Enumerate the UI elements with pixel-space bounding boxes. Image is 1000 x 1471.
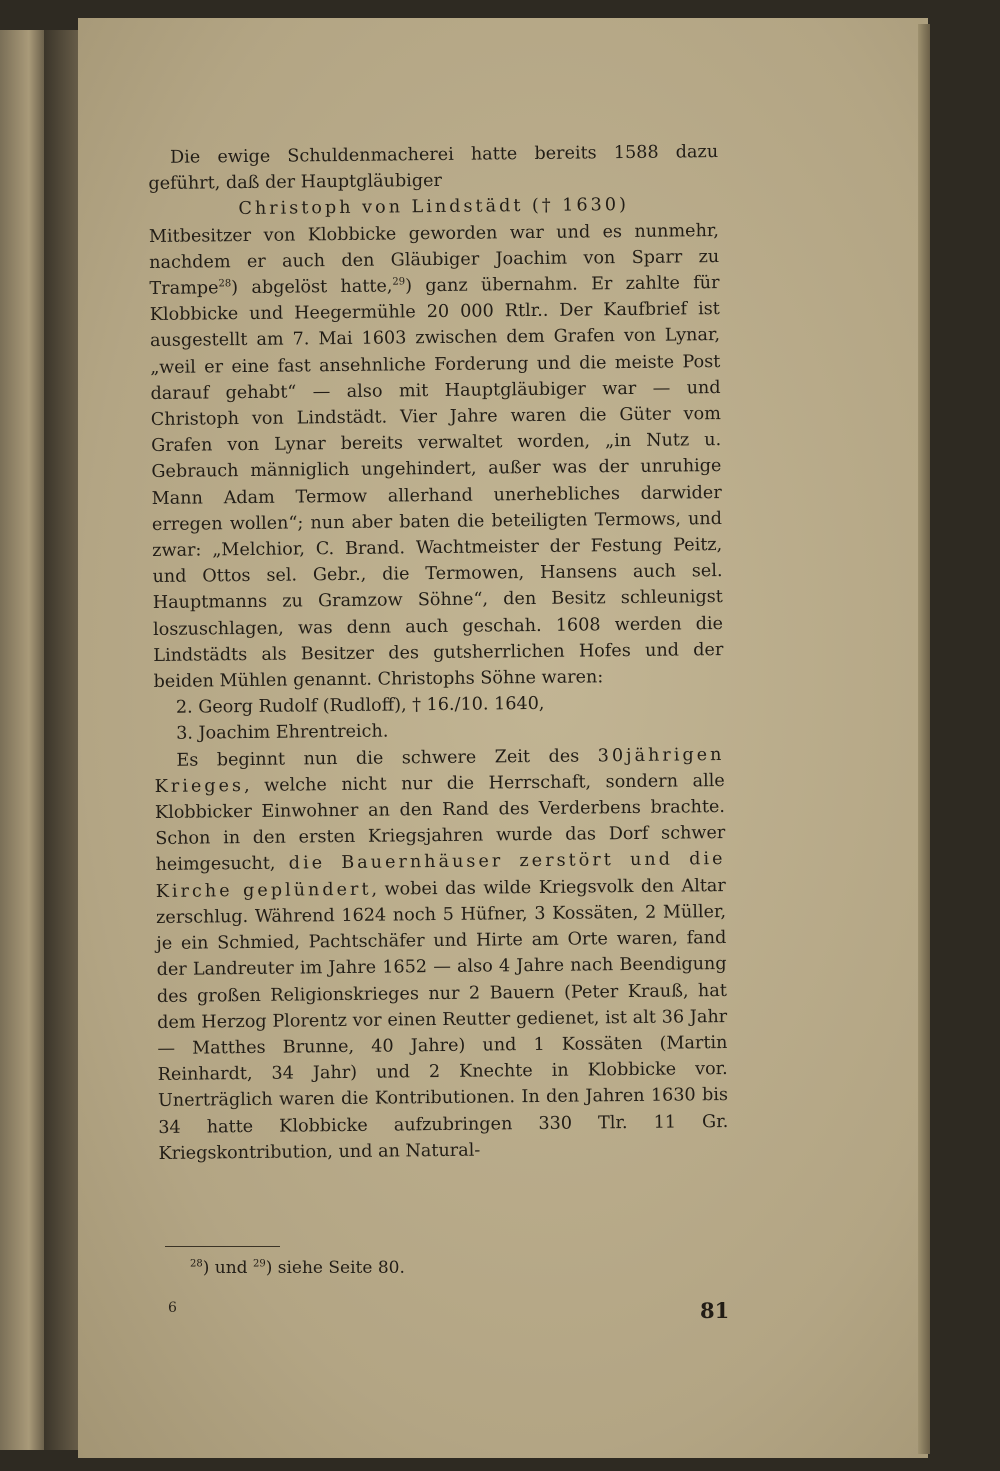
facing-page-edge bbox=[0, 30, 48, 1450]
footnote-text: ) und bbox=[202, 1258, 253, 1278]
footnote-number: 28 bbox=[190, 1258, 203, 1270]
footnote bbox=[190, 1258, 405, 1278]
list-item: 3. Joachim Ehrentreich. bbox=[176, 721, 389, 745]
text-segment: Mitbesitzer von Klobbicke geworden war und es nunmehr, nachdem er auch den Gläubiger Joachim von Sparr zu Trampe bbox=[148, 220, 720, 300]
text-segment: , welche nicht nur die Herrschaft, sondern alle Klobbicker Einwohner an den Rand des Verderbens brachte. Schon in den ersten Kriegsjahren wurde das Dorf schwer heimgesucht, bbox=[154, 770, 726, 876]
text-segment: Es beginnt nun die schwere Zeit des bbox=[176, 745, 598, 771]
text-segment: ) abgelöst hatte, bbox=[231, 276, 393, 299]
paragraph-war bbox=[154, 742, 728, 1167]
footnote-ref: 28 bbox=[218, 278, 232, 290]
footnote-number: 29 bbox=[252, 1258, 266, 1270]
paragraph-intro: Die ewige Schuldenmacherei hatte bereits 1588 dazu geführt, daß der Hauptgläubiger bbox=[148, 142, 719, 195]
emphasis-spaced: 30jährigen Krieges bbox=[154, 744, 725, 797]
page-stack-edge bbox=[918, 24, 930, 1454]
body-text bbox=[148, 139, 729, 1167]
list-item: 2. Georg Rudolf (Rudloff), † 16./10. 1640, bbox=[175, 694, 545, 719]
signature-mark: 6 bbox=[168, 1300, 177, 1316]
text-segment: ) ganz übernahm. Er zahlte für Klobbicke und Heegermühle 20 000 Rtlr.. Der Kaufbrief ist ausgestellt am 7. Mai 1603 zwischen dem Grafen von Lynar, „weil er eine fast ansehnliche Forderung und die meiste Post darauf gehabt“ — also mit Hauptgläubiger war — und Christoph von Lindstädt. Vier Jahre waren die Güter vom Grafen von Lynar bereits verwaltet worden, „in Nutz u. Gebrauch männiglich ungehindert, außer was der unruhige Mann Adam Termow allerhand unerhebliches darwider erregen wollen“; nun aber baten die beteiligten Termows, und zwar: „Melchior, C. Brand. Wachtmeister der Festung Peitz, und Ottos sel. Gebr., die Termowen, Hansens auch sel. Hauptmanns zu Gramzow Söhne“, den Besitz schleunigst loszuschlagen, was denn auch geschah. 1608 werden die Lindstädts als Besitzer des gutsherrlichen Hofes und der beiden Mühlen genannt. Christophs Söhne waren: bbox=[149, 273, 724, 693]
footnote-rule bbox=[165, 1246, 280, 1247]
footnote-text: ) siehe Seite 80. bbox=[265, 1258, 405, 1278]
text-segment: , wobei das wilde Kriegsvolk den Altar zerschlug. Während 1624 noch 5 Hüfner, 3 Kossäten, 2 Müller, je ein Schmied, Pachtschäfer und Hirte am Orte waren, fand der Landreuter im Jahre 1652 — also 4 Jahre nach Beendigung des großen Religionskrieges nur 2 Bauern (Peter Krauß, hat dem Herzog Plorentz vor einen Reutter gedienet, ist alt 36 Jahr — Matthes Brunne, 40 Jahre) und 1 Kossäten (Martin Reinhardt, 34 Jahr) und 2 Knechte in Klobbicke vor. Unerträglich waren die Kontributionen. In den Jahren 1630 bis 34 hatte Klobbicke aufzubringen 330 Tlr. 11 Gr. Kriegskontribution, und an Natural- bbox=[155, 875, 729, 1164]
paragraph-name-heading: Christoph von Lindstädt († 1630) bbox=[238, 195, 629, 220]
footnote-ref: 29 bbox=[392, 276, 406, 288]
emphasis-spaced: die Bauernhäuser zerstört und die Kirche geplündert bbox=[155, 849, 726, 902]
page-number: 81 bbox=[700, 1298, 730, 1323]
paragraph-main bbox=[149, 218, 724, 696]
